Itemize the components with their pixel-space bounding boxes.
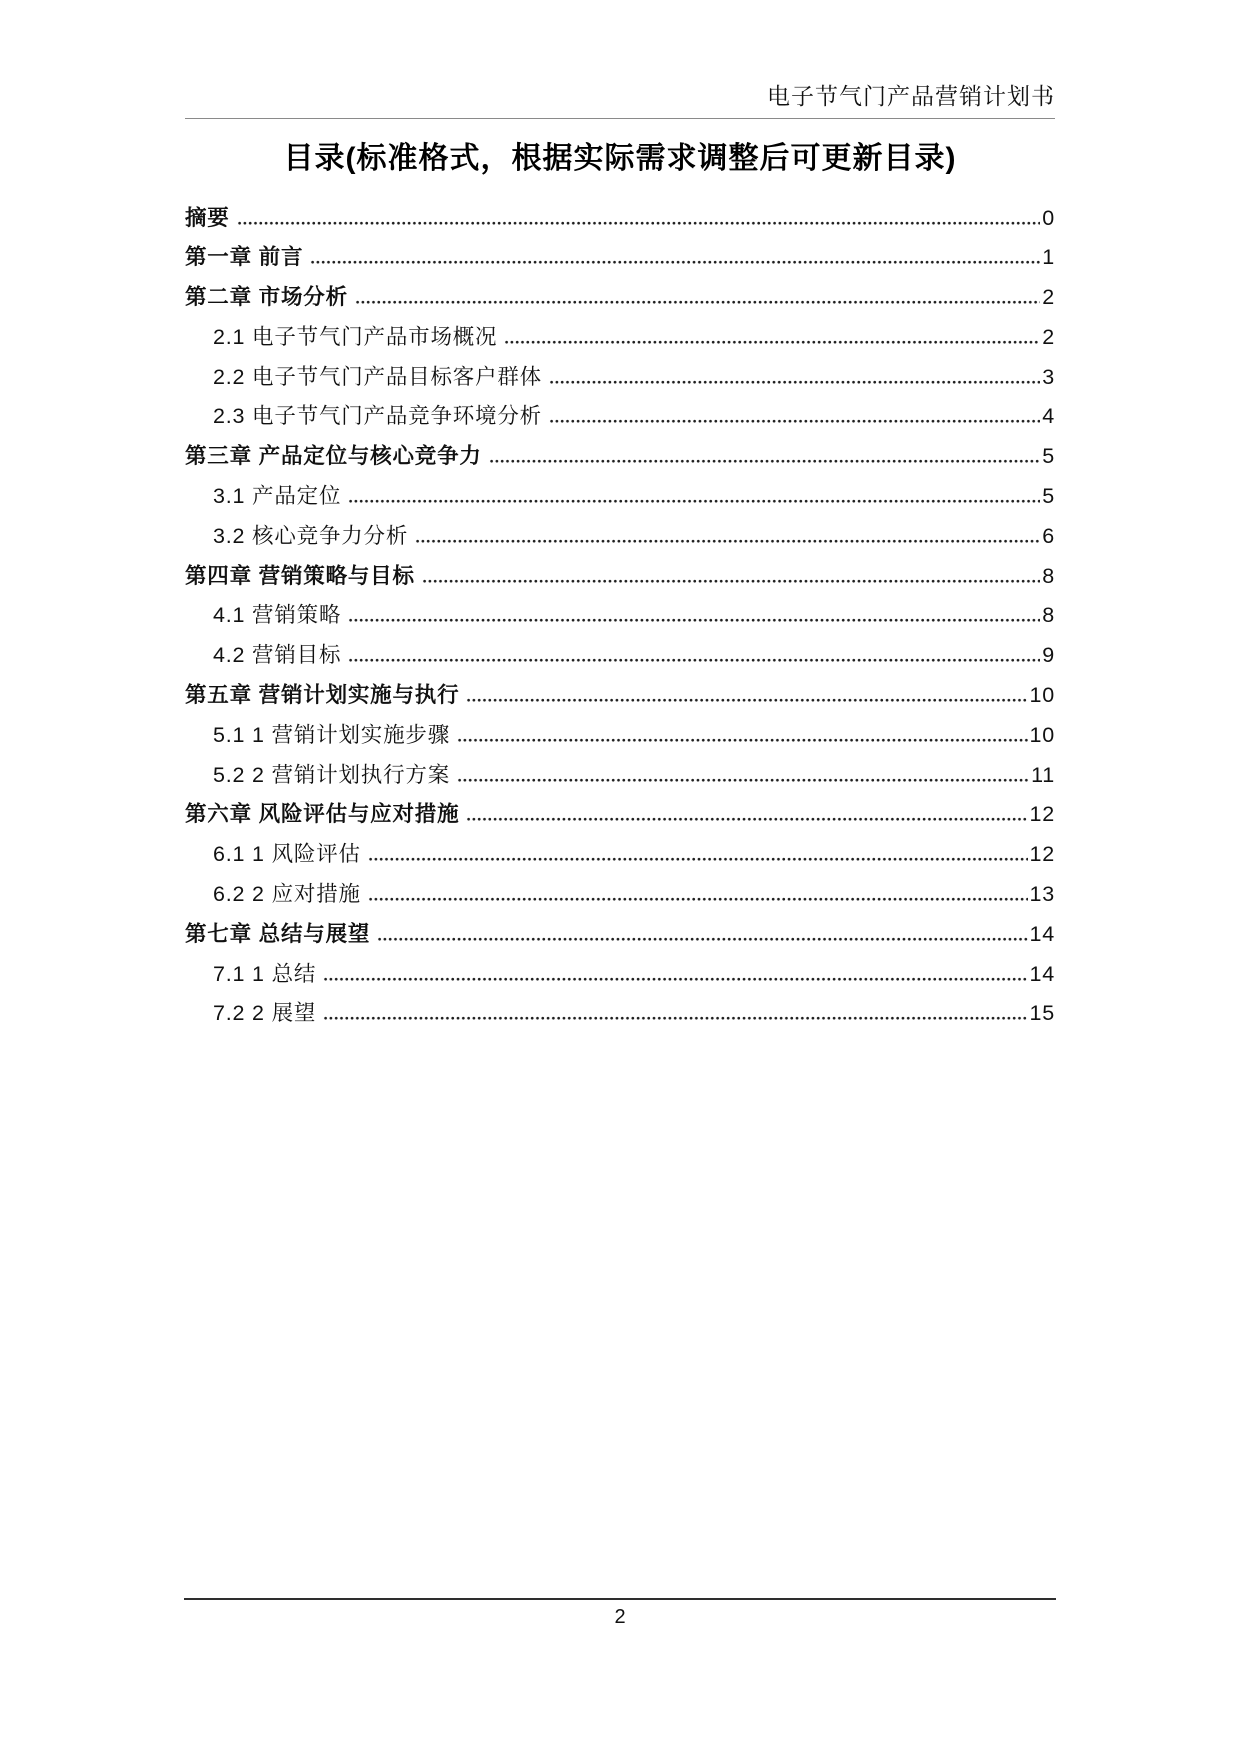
toc-entry[interactable] bbox=[185, 360, 1055, 400]
toc-entry-page: 3 bbox=[1042, 364, 1055, 389]
toc-entry-label: 3.2 核心竞争力分析 bbox=[213, 523, 409, 548]
toc-entry[interactable] bbox=[185, 399, 1055, 439]
dot-leader bbox=[310, 257, 1040, 264]
dot-leader bbox=[348, 496, 1040, 503]
dot-leader bbox=[466, 695, 1028, 702]
toc-entry-page: 10 bbox=[1029, 683, 1055, 708]
dot-leader bbox=[368, 894, 1029, 901]
toc-entry[interactable] bbox=[185, 280, 1055, 320]
toc-entry-page: 8 bbox=[1042, 603, 1055, 628]
toc-entry[interactable] bbox=[185, 479, 1055, 519]
toc-entry-label: 4.1 营销策略 bbox=[213, 603, 342, 628]
toc-entry-page: 5 bbox=[1042, 444, 1055, 469]
toc-entry[interactable] bbox=[185, 758, 1055, 798]
toc-entry-label: 2.1 电子节气门产品市场概况 bbox=[213, 324, 498, 349]
toc-entry-page: 9 bbox=[1042, 643, 1055, 668]
toc-entry[interactable] bbox=[185, 519, 1055, 559]
toc-entry-label: 第六章 风险评估与应对措施 bbox=[185, 802, 460, 827]
toc-entry-label: 2.2 电子节气门产品目标客户群体 bbox=[213, 364, 542, 389]
page-content bbox=[185, 119, 1055, 1036]
dot-leader bbox=[323, 974, 1028, 981]
toc-entry[interactable] bbox=[185, 718, 1055, 758]
dot-leader bbox=[549, 416, 1040, 423]
toc-entry[interactable] bbox=[185, 837, 1055, 877]
toc-list bbox=[185, 201, 1055, 1037]
dot-leader bbox=[377, 934, 1028, 941]
toc-entry-label: 6.1 1 风险评估 bbox=[213, 842, 361, 867]
dot-leader bbox=[323, 1013, 1028, 1020]
toc-entry-page: 2 bbox=[1042, 324, 1055, 349]
header-title: 电子节气门产品营销计划书 bbox=[767, 83, 1055, 109]
toc-entry-page: 8 bbox=[1042, 563, 1055, 588]
toc-entry-page: 1 bbox=[1042, 245, 1055, 270]
toc-entry[interactable] bbox=[185, 201, 1055, 241]
toc-entry-label: 第一章 前言 bbox=[185, 245, 304, 270]
toc-entry-label: 第三章 产品定位与核心竞争力 bbox=[185, 444, 482, 469]
toc-entry[interactable] bbox=[185, 678, 1055, 718]
toc-entry-label: 4.2 营销目标 bbox=[213, 643, 342, 668]
dot-leader bbox=[422, 576, 1040, 583]
dot-leader bbox=[457, 775, 1030, 782]
toc-entry-page: 10 bbox=[1029, 722, 1055, 747]
toc-entry-label: 第五章 营销计划实施与执行 bbox=[185, 683, 460, 708]
toc-entry-page: 15 bbox=[1029, 1001, 1055, 1026]
toc-entry[interactable] bbox=[185, 439, 1055, 479]
dot-leader bbox=[415, 536, 1040, 543]
dot-leader bbox=[348, 615, 1040, 622]
toc-entry-page: 4 bbox=[1042, 404, 1055, 429]
toc-entry-page: 2 bbox=[1042, 285, 1055, 310]
dot-leader bbox=[348, 655, 1040, 662]
toc-entry[interactable] bbox=[185, 996, 1055, 1036]
dot-leader bbox=[489, 456, 1040, 463]
dot-leader bbox=[466, 814, 1028, 821]
toc-entry[interactable] bbox=[185, 917, 1055, 957]
toc-entry-label: 第四章 营销策略与目标 bbox=[185, 563, 415, 588]
toc-title: 目录(标准格式，根据实际需求调整后可更新目录) bbox=[283, 142, 957, 175]
toc-entry[interactable] bbox=[185, 797, 1055, 837]
page-footer bbox=[184, 1598, 1056, 1629]
dot-leader bbox=[549, 377, 1040, 384]
toc-entry[interactable] bbox=[185, 957, 1055, 997]
toc-entry[interactable] bbox=[185, 559, 1055, 599]
toc-entry-label: 2.3 电子节气门产品竞争环境分析 bbox=[213, 404, 542, 429]
dot-leader bbox=[457, 735, 1028, 742]
toc-entry[interactable] bbox=[185, 598, 1055, 638]
toc-entry-page: 0 bbox=[1042, 205, 1055, 230]
toc-entry[interactable] bbox=[185, 320, 1055, 360]
toc-entry-label: 7.1 1 总结 bbox=[213, 961, 317, 986]
dot-leader bbox=[504, 337, 1040, 344]
toc-entry-label: 第二章 市场分析 bbox=[185, 285, 348, 310]
dot-leader bbox=[368, 854, 1029, 861]
toc-entry-page: 12 bbox=[1029, 802, 1055, 827]
toc-entry[interactable] bbox=[185, 638, 1055, 678]
toc-entry-label: 第七章 总结与展望 bbox=[185, 921, 371, 946]
toc-entry-page: 11 bbox=[1031, 762, 1055, 787]
toc-entry-label: 摘要 bbox=[185, 205, 230, 230]
toc-entry-label: 3.1 产品定位 bbox=[213, 484, 342, 509]
toc-entry-page: 13 bbox=[1029, 882, 1055, 907]
toc-entry-label: 5.2 2 营销计划执行方案 bbox=[213, 762, 450, 787]
toc-entry-page: 14 bbox=[1029, 961, 1055, 986]
dot-leader bbox=[237, 218, 1040, 225]
toc-entry-label: 5.1 1 营销计划实施步骤 bbox=[213, 722, 450, 747]
toc-entry[interactable] bbox=[185, 240, 1055, 280]
toc-entry-page: 6 bbox=[1042, 523, 1055, 548]
page-header bbox=[185, 0, 1055, 119]
toc-entry-label: 6.2 2 应对措施 bbox=[213, 882, 361, 907]
toc-entry-page: 5 bbox=[1042, 484, 1055, 509]
dot-leader bbox=[355, 297, 1040, 304]
toc-entry-page: 12 bbox=[1029, 842, 1055, 867]
footer-page-number: 2 bbox=[614, 1606, 626, 1628]
toc-entry-label: 7.2 2 展望 bbox=[213, 1001, 317, 1026]
toc-entry-page: 14 bbox=[1029, 921, 1055, 946]
toc-entry[interactable] bbox=[185, 877, 1055, 917]
